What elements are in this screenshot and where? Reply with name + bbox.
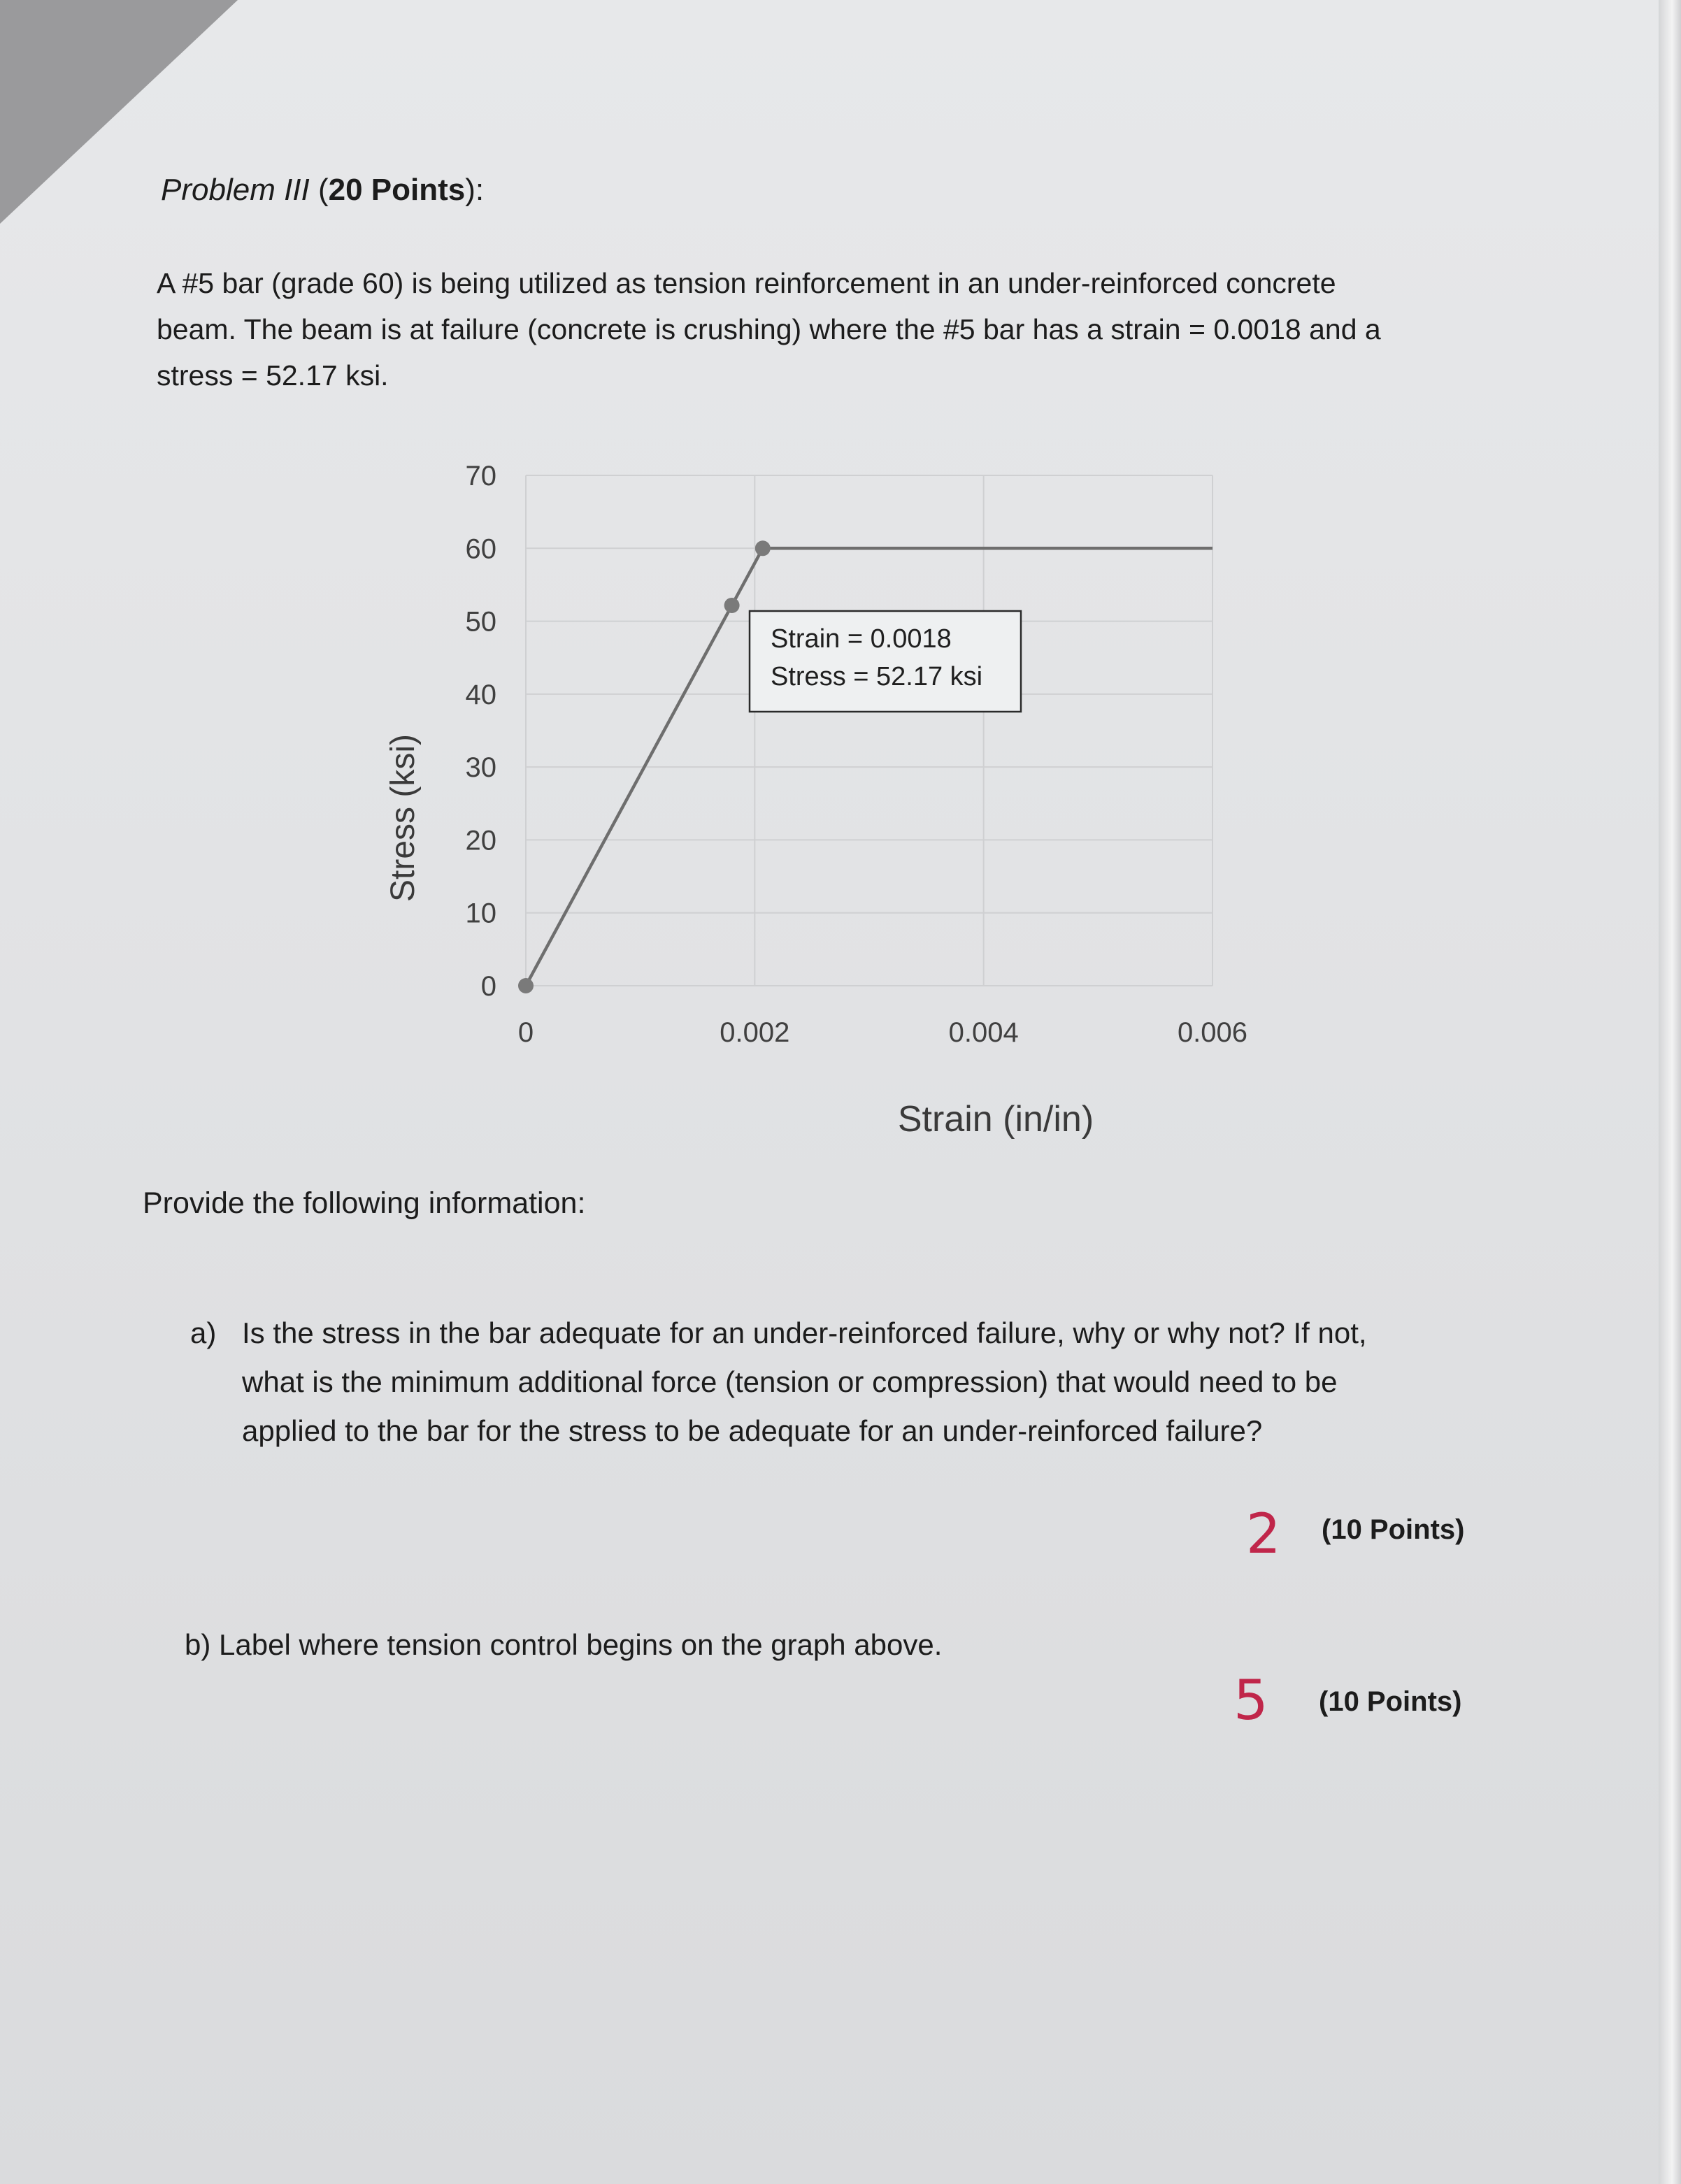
question-a-score: 2	[1246, 1503, 1281, 1566]
question-b-score: 5	[1233, 1669, 1268, 1732]
y-tick-label-5: 50	[465, 606, 496, 638]
y-tick-label-1: 10	[465, 898, 496, 929]
x-tick-label-3: 0.006	[1177, 1017, 1248, 1048]
question-a-points: (10 Points)	[1322, 1514, 1465, 1545]
y-tick-labels	[466, 461, 497, 1002]
statement-line-2: beam. The beam is at failure (concrete is crushing) where the #5 bar has a strain = 0.0018 and a	[157, 313, 1381, 345]
question-a-line-2: what is the minimum additional force (tension or compression) that would need to be	[242, 1365, 1338, 1398]
question-a-label: a)	[190, 1316, 217, 1349]
problem-title-points: 20 Points	[328, 173, 466, 207]
chart-grid	[526, 475, 1213, 986]
x-tick-labels	[518, 1017, 1247, 1048]
problem-title-open: (	[309, 173, 329, 207]
y-tick-label-3: 30	[465, 752, 496, 784]
annotation-line-2: Stress = 52.17 ksi	[771, 662, 983, 691]
y-tick-label-7: 70	[465, 461, 496, 491]
question-b-points: (10 Points)	[1319, 1686, 1462, 1717]
annotation-line-1: Strain = 0.0018	[771, 624, 952, 654]
x-axis-title: Strain (in/in)	[897, 1099, 1094, 1140]
y-tick-label-0: 0	[480, 971, 496, 1002]
question-a-line-1: Is the stress in the bar adequate for an under-reinforced failure, why or why not? If not,	[242, 1316, 1367, 1349]
provide-heading: Provide the following information:	[143, 1186, 586, 1220]
y-tick-label-6: 60	[465, 533, 496, 565]
y-tick-label-4: 40	[465, 679, 496, 710]
data-marker-0	[518, 978, 534, 993]
question-a-line-3: applied to the bar for the stress to be adequate for an under-reinforced failure?	[242, 1414, 1263, 1447]
y-axis-title: Stress (ksi)	[385, 734, 422, 902]
y-tick-label-2: 20	[465, 825, 496, 856]
x-tick-label-2: 0.004	[948, 1017, 1019, 1048]
statement-line-3: stress = 52.17 ksi.	[157, 359, 389, 391]
question-b-text: b) Label where tension control begins on the graph above.	[185, 1628, 943, 1661]
x-tick-label-1: 0.002	[720, 1017, 790, 1048]
data-marker-1	[724, 598, 740, 613]
data-marker-2	[755, 540, 771, 556]
problem-title-close: ):	[465, 173, 485, 207]
statement-line-1: A #5 bar (grade 60) is being utilized as tension reinforcement in an under-reinforced concrete	[157, 267, 1336, 299]
x-tick-label-0: 0	[517, 1017, 534, 1048]
problem-title-italic: Problem III	[161, 173, 310, 207]
question-a-text	[242, 1309, 1367, 1456]
